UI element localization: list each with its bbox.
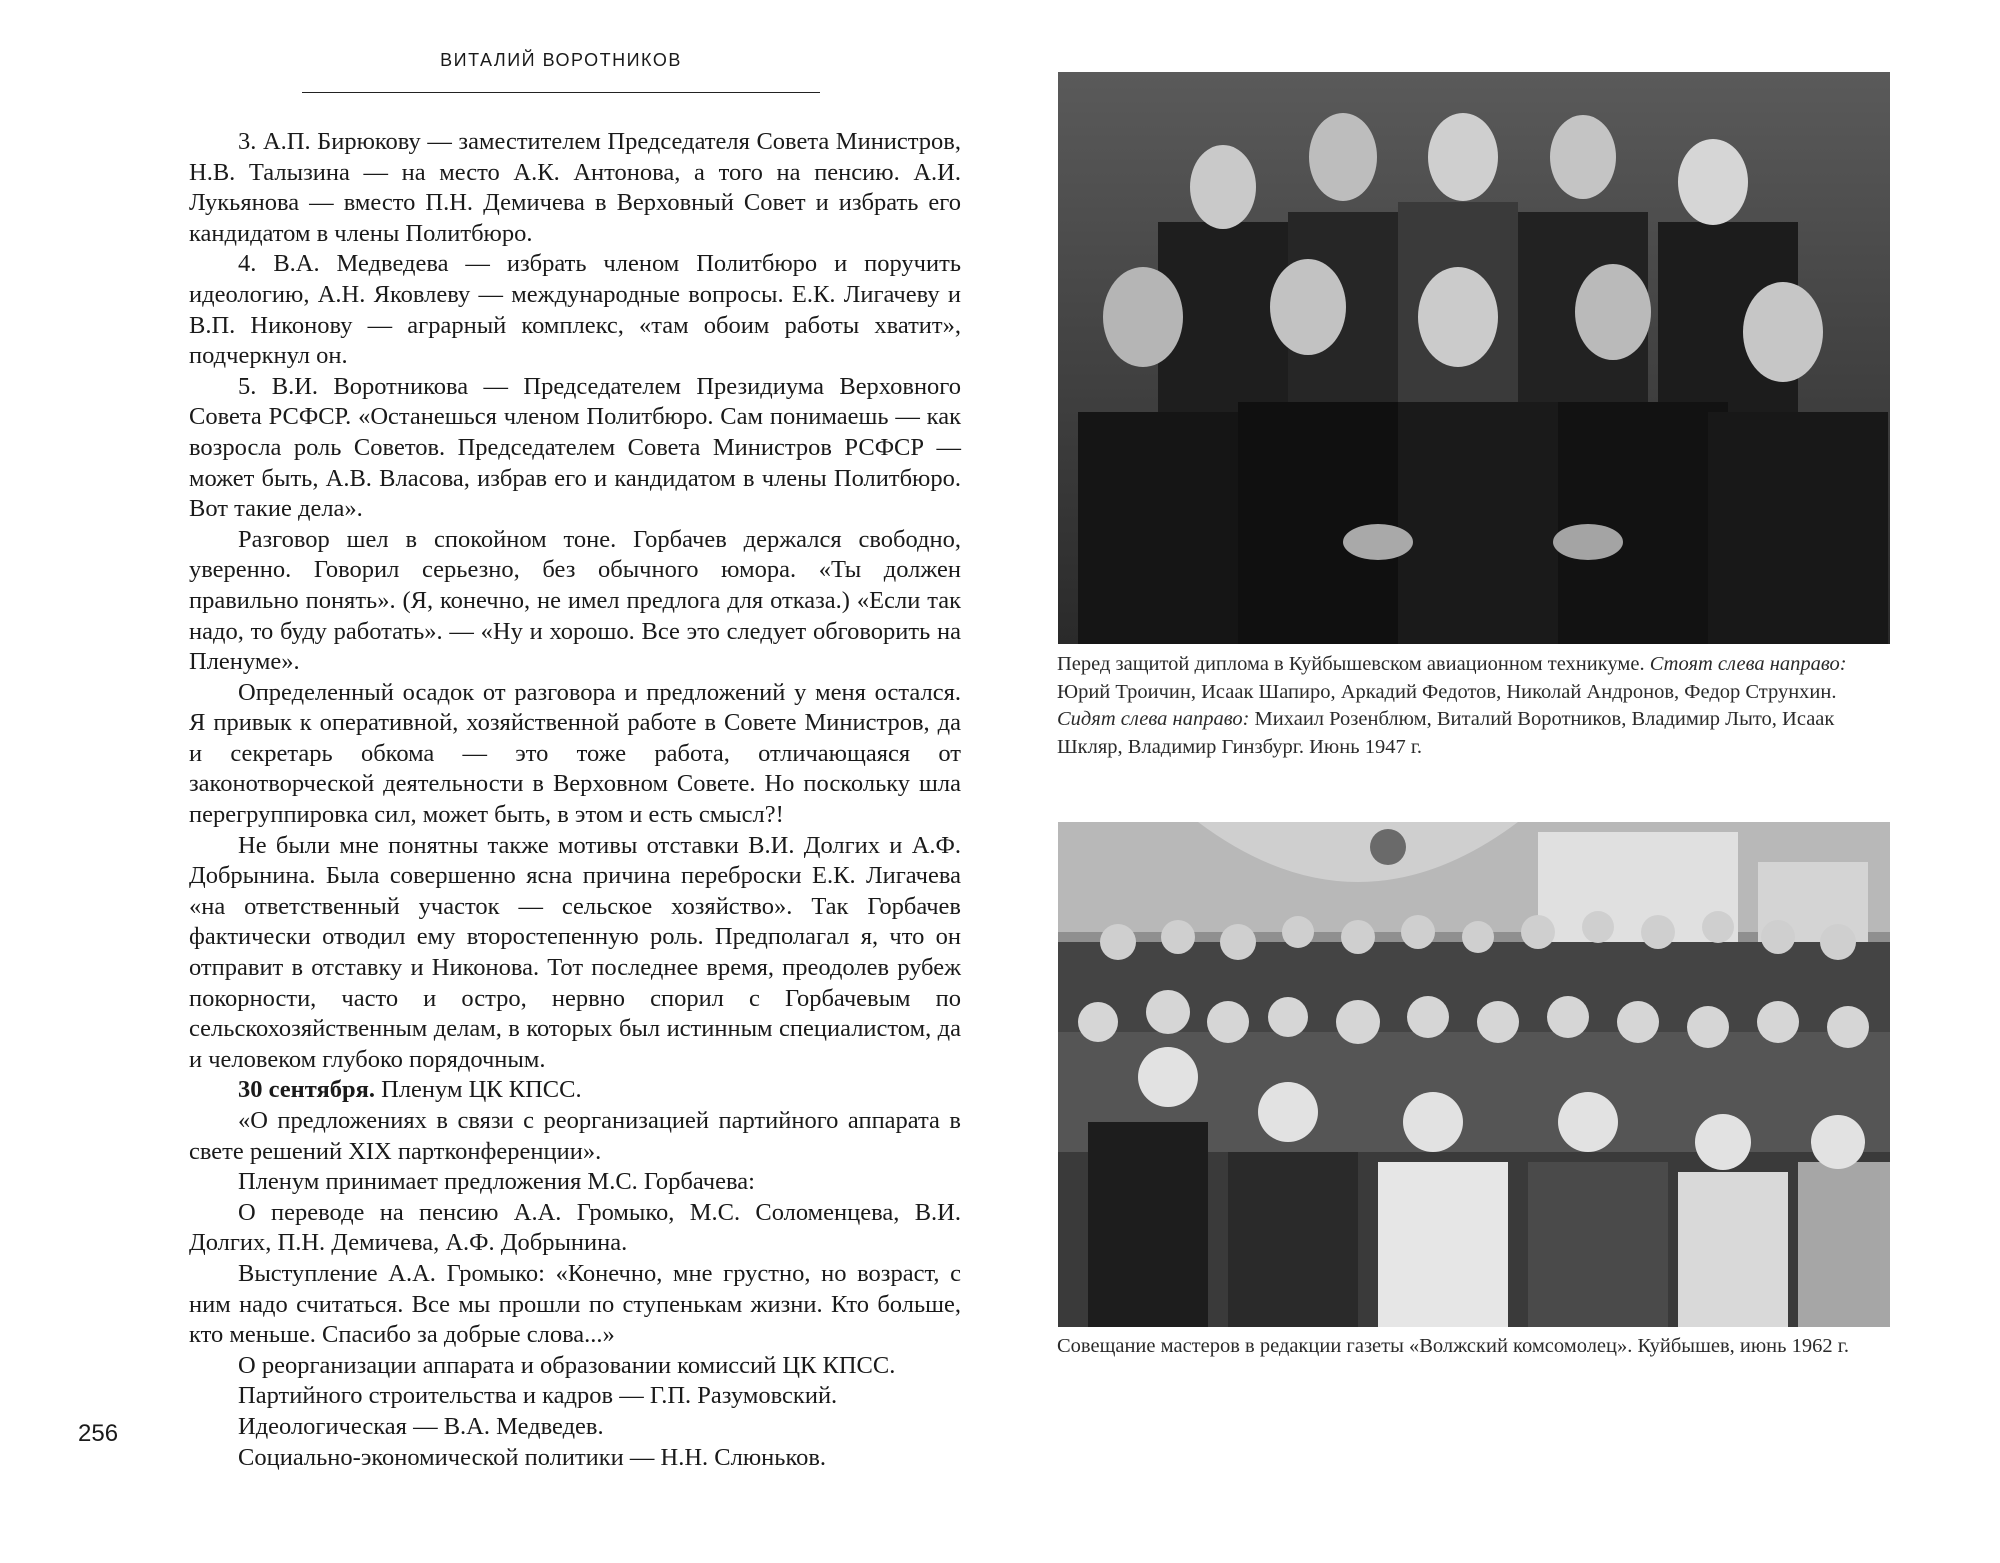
paragraph: Определенный осадок от разговора и предложений у меня остался. Я привык к оперативной, хозяйственной работе в Совете Министров, да и секретарь обкома — это тоже работа, отличающаяся от законотворческой деятельности в Верховном Совете. Но поскольку шла перегруппировка сил, может быть, в этом и есть смысл?! bbox=[189, 678, 961, 829]
paragraph: 3. А.П. Бирюкову — заместителем Председателя Совета Министров, Н.В. Талызина — на место А.К. Антонова, а того на пенсию. А.И. Лукьянова — вместо П.Н. Демичева в Верховный Совет и избрать его кандидатом в члены Политбюро. bbox=[189, 128, 961, 247]
caption-italic: Сидят слева направо: bbox=[1057, 708, 1250, 730]
paragraph: 5. В.И. Воротникова — Председателем Президиума Верховного Совета РСФСР. «Останешься членом Политбюро. Сам понимаешь — как возросла роль Советов. Председателем Совета Министров РСФСР — может быть, А.В. Власова, избрав его и кандидатом в члены Политбюро. Вот такие дела». bbox=[189, 372, 961, 523]
date-heading-rest: Пленум ЦК КПСС. bbox=[375, 1076, 582, 1104]
right-page bbox=[1000, 0, 2000, 1563]
group-photo-1947 bbox=[1058, 72, 1890, 644]
meeting-photo-1962 bbox=[1058, 822, 1890, 1327]
paragraph: Не были мне понятны также мотивы отставки В.И. Долгих и А.Ф. Добрынина. Была совершенно ясна причина переброски Е.К. Лигачева «на ответственный участок — сельское хозяйство». Так Горбачев фактически отводил ему второстепенную роль. Предполагал я, что он отправит в отставку и Никонова. Тот последнее время, преодолев рубеж покорности, часто и остро, нервно спорил с Горбачевым по сельскохозяйственным делам, в которых был истинным специалистом, да и человеком глубоко порядочным. bbox=[189, 831, 961, 1073]
caption-text: Юрий Троичин, Исаак Шапиро, Аркадий Федотов, Николай Андронов, Федор Струнхин. bbox=[1057, 680, 1837, 703]
paragraph: 4. В.А. Медведева — избрать членом Политбюро и поручить идеологию, А.Н. Яковлеву — международные вопросы. Е.К. Лигачеву и В.П. Никонову — аграрный комплекс, «там обоим работы хватит», подчеркнул он. bbox=[189, 250, 961, 370]
paragraph: Идеологическая — В.А. Медведев. bbox=[238, 1412, 604, 1440]
caption-italic: Стоят слева направо: bbox=[1649, 653, 1847, 675]
paragraph: Партийного строительства и кадров — Г.П. Разумовский. bbox=[238, 1382, 838, 1410]
running-head: ВИТАЛИЙ ВОРОТНИКОВ bbox=[440, 50, 682, 70]
paragraph: Социально-экономической политики — Н.Н. Слюньков. bbox=[238, 1443, 827, 1471]
caption-text: Перед защитой диплома в Куйбышевском авиационном техникуме. bbox=[1057, 653, 1650, 675]
photo-caption-1947 bbox=[1057, 651, 1893, 761]
paragraph: О реорганизации аппарата и образовании комиссий ЦК КПСС. bbox=[238, 1351, 896, 1379]
group-photo-1947-image bbox=[1058, 72, 1890, 644]
left-page bbox=[0, 0, 990, 1563]
photo-caption-1962: Совещание мастеров в редакции газеты «Волжский комсомолец». Куйбышев, июнь 1962 г. bbox=[1057, 1335, 1849, 1357]
caption-text: Михаил Розенблюм, Виталий Воротников, Владимир Лыто, Исаак Шкляр, Владимир Гинзбург. Июнь 1947 г. bbox=[1057, 708, 1835, 758]
meeting-photo-1962-image bbox=[1058, 822, 1890, 1327]
paragraph: Разговор шел в спокойном тоне. Горбачев держался свободно, уверенно. Говорил серьезно, без обычного юмора. «Ты должен правильно понять». (Я, конечно, не имел предлога для отказа.) «Если так надо, то буду работать». — «Ну и хорошо. Все это следует обговорить на Пленуме». bbox=[189, 525, 961, 676]
date-heading: 30 сентября. bbox=[238, 1076, 376, 1104]
body-text bbox=[189, 127, 961, 1473]
paragraph: Выступление А.А. Громыко: «Конечно, мне грустно, но возраст, с ним надо считаться. Все мы прошли по ступенькам жизни. Кто больше, кто меньше. Спасибо за добрые слова...» bbox=[189, 1259, 961, 1349]
paragraph: Пленум принимает предложения М.С. Горбачева: bbox=[238, 1168, 755, 1196]
header-rule bbox=[302, 92, 820, 93]
paragraph: «О предложениях в связи с реорганизацией партийного аппарата в свете решений XIX партконференции». bbox=[189, 1107, 961, 1165]
page-number: 256 bbox=[78, 1420, 119, 1447]
paragraph: О переводе на пенсию А.А. Громыко, М.С. Соломенцева, В.И. Долгих, П.Н. Демичева, А.Ф. Добрынина. bbox=[189, 1198, 961, 1257]
date-paragraph bbox=[189, 1075, 961, 1106]
